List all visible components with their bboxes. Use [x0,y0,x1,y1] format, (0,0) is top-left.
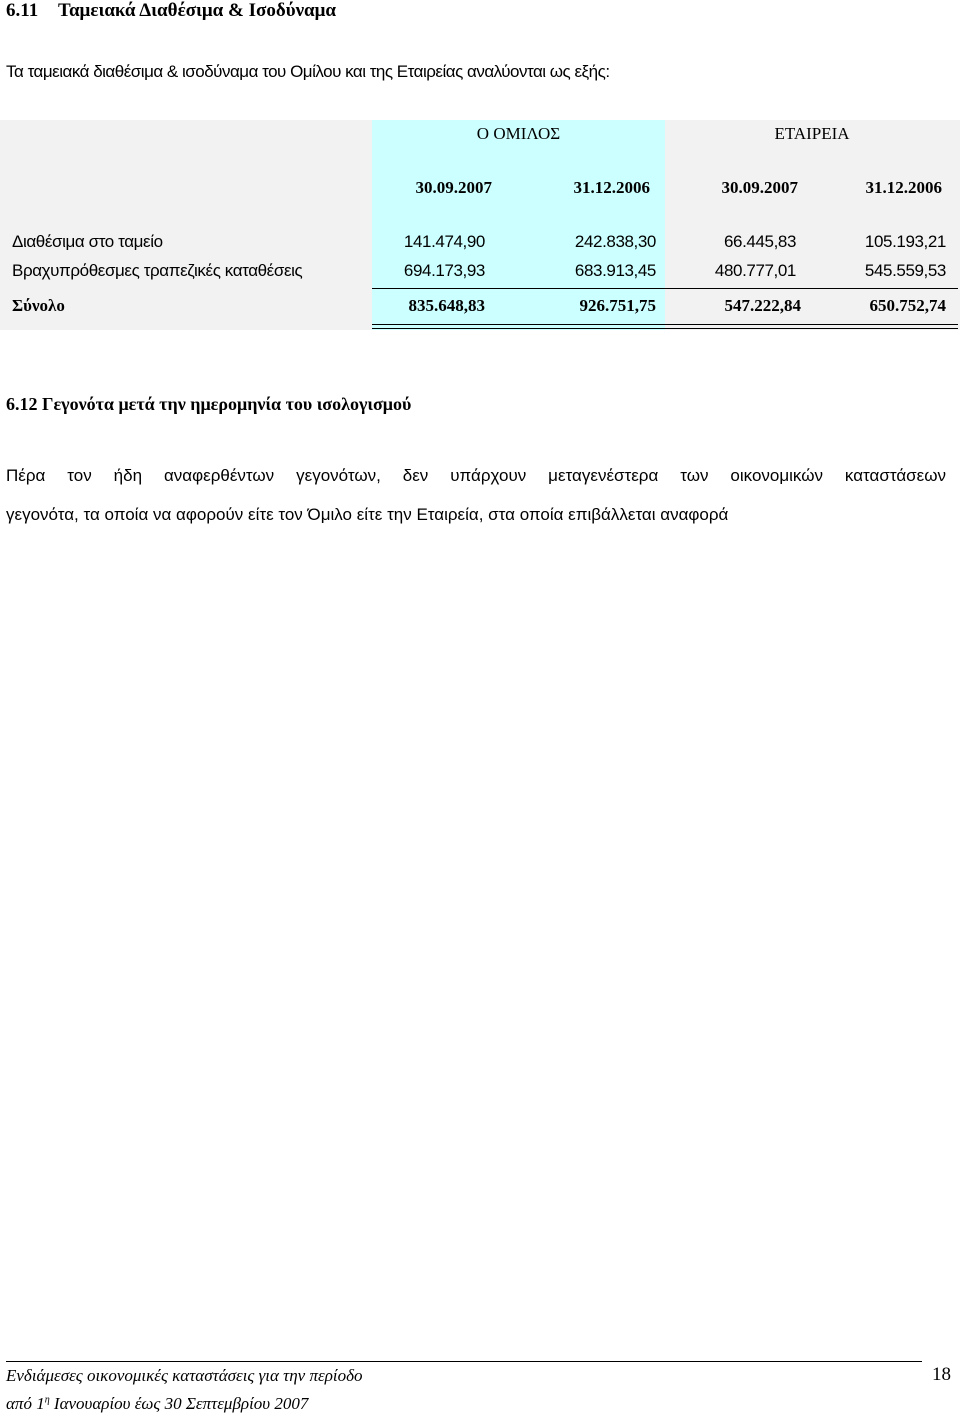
footer-period-prefix: από 1 [6,1394,45,1413]
total-double-rule [372,324,958,325]
total-top-rule [372,288,958,289]
total-cell: 547.222,84 [724,296,801,315]
section-heading [6,0,336,22]
section-title: Ταμειακά Διαθέσιμα & Ισοδύναμα [58,0,337,21]
total-cell: 926.751,75 [579,296,656,315]
total-label: Σύνολο [12,296,65,315]
paragraph-line: γεγονότα, τα οποία να αφορούν είτε τον Όμιλο είτε την Εταιρεία, στα οποία επιβάλλεται αναφορά [6,505,729,524]
group-header: Ο ΟΜΙΛΟΣ [476,124,561,143]
column-header: 31.12.2006 [865,178,942,197]
table-cell: 66.445,83 [723,232,796,251]
table-cell: 105.193,21 [864,232,946,251]
table-cell: 694.173,93 [403,261,485,280]
page-number: 18 [932,1364,951,1385]
table-cell: 545.559,53 [864,261,946,280]
paragraph-line: Πέρα τον ήδη αναφερθέντων γεγονότων, δεν υπάρχουν μεταγενέστερα των οικονομικών καταστάσεων [6,466,946,485]
footer-period-sup: η [44,1394,50,1406]
section-number: 6.11 [6,0,39,21]
total-cell: 835.648,83 [408,296,485,315]
company-header: ΕΤΑΙΡΕΙΑ [774,124,850,143]
footer-rule [6,1361,922,1362]
total-cell: 650.752,74 [869,296,946,315]
footer-period-suffix: Ιανουαρίου έως 30 Σεπτεμβρίου 2007 [49,1394,309,1413]
row-label: Βραχυπρόθεσμες τραπεζικές καταθέσεις [12,261,303,280]
column-header: 30.09.2007 [415,178,492,197]
row-label: Διαθέσιμα στο ταμείο [12,232,163,251]
table-cell: 683.913,45 [574,261,656,280]
footer-period [6,1394,308,1414]
column-header: 31.12.2006 [573,178,650,197]
subsection-heading: 6.12 Γεγονότα μετά την ημερομηνία του ισολογισμού [6,394,412,414]
total-double-rule [372,328,958,329]
table-cell: 141.474,90 [403,232,485,251]
footer-title: Ενδιάμεσες οικονομικές καταστάσεις για την περίοδο [6,1366,363,1385]
table-cell: 480.777,01 [714,261,796,280]
section-intro: Τα ταμειακά διαθέσιμα & ισοδύναμα του Ομίλου και της Εταιρείας αναλύονται ως εξής: [6,62,610,81]
column-header: 30.09.2007 [721,178,798,197]
table-cell: 242.838,30 [574,232,656,251]
